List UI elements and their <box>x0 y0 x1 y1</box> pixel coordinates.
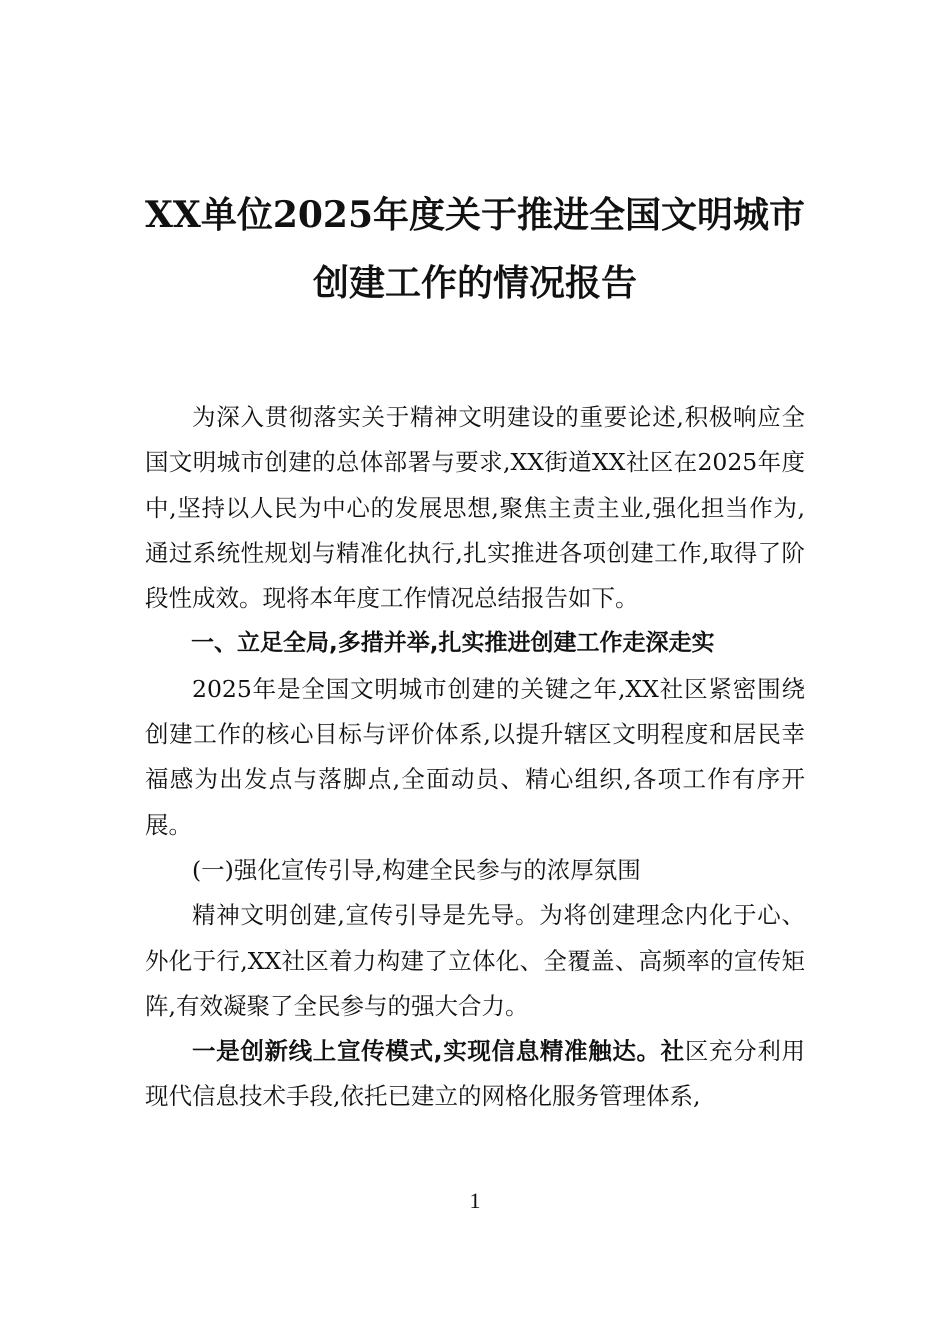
point-1-lead: 一是创新线上宣传模式,实现信息精准触达。社 <box>192 1037 685 1066</box>
subsection-1-paragraph: 精神文明创建,宣传引导是先导。为将创建理念内化于心、外化于行,XX社区着力构建了立体化、全覆盖、高频率的宣传矩阵,有效凝聚了全民参与的强大合力。 <box>145 901 805 1020</box>
subsection-1-heading: (一)强化宣传引导,构建全民参与的浓厚氛围 <box>192 855 641 884</box>
section-1-heading: 一、立足全局,多措并举,扎实推进创建工作走深走实 <box>191 630 715 657</box>
point-1-text: 区充分利用现代信息技术手段,依托已建立的网格化服务管理体系, <box>145 1037 805 1111</box>
page-number: 1 <box>469 1188 481 1213</box>
intro-paragraph: 为深入贯彻落实关于精神文明建设的重要论述,积极响应全国文明城市创建的总体部署与要求,XX街道XX社区在2025年度中,坚持以人民为中心的发展思想,聚焦主责主业,强化担当作为,通过系统性规划与精准化执行,扎实推进各项创建工作,取得了阶段性成效。现将本年度工作情况总结报告如下。 <box>145 403 805 613</box>
document-title-line-1: XX单位2025年度关于推进全国文明城市 <box>144 194 806 236</box>
point-1-paragraph <box>145 1029 805 1120</box>
document-body <box>145 395 805 1120</box>
document-title-line-2: 创建工作的情况报告 <box>312 262 637 304</box>
section-1-paragraph: 2025年是全国文明城市创建的关键之年,XX社区紧密围绕创建工作的核心目标与评价体系,以提升辖区文明程度和居民幸福感为出发点与落脚点,全面动员、精心组织,各项工作有序开展。 <box>145 674 805 839</box>
